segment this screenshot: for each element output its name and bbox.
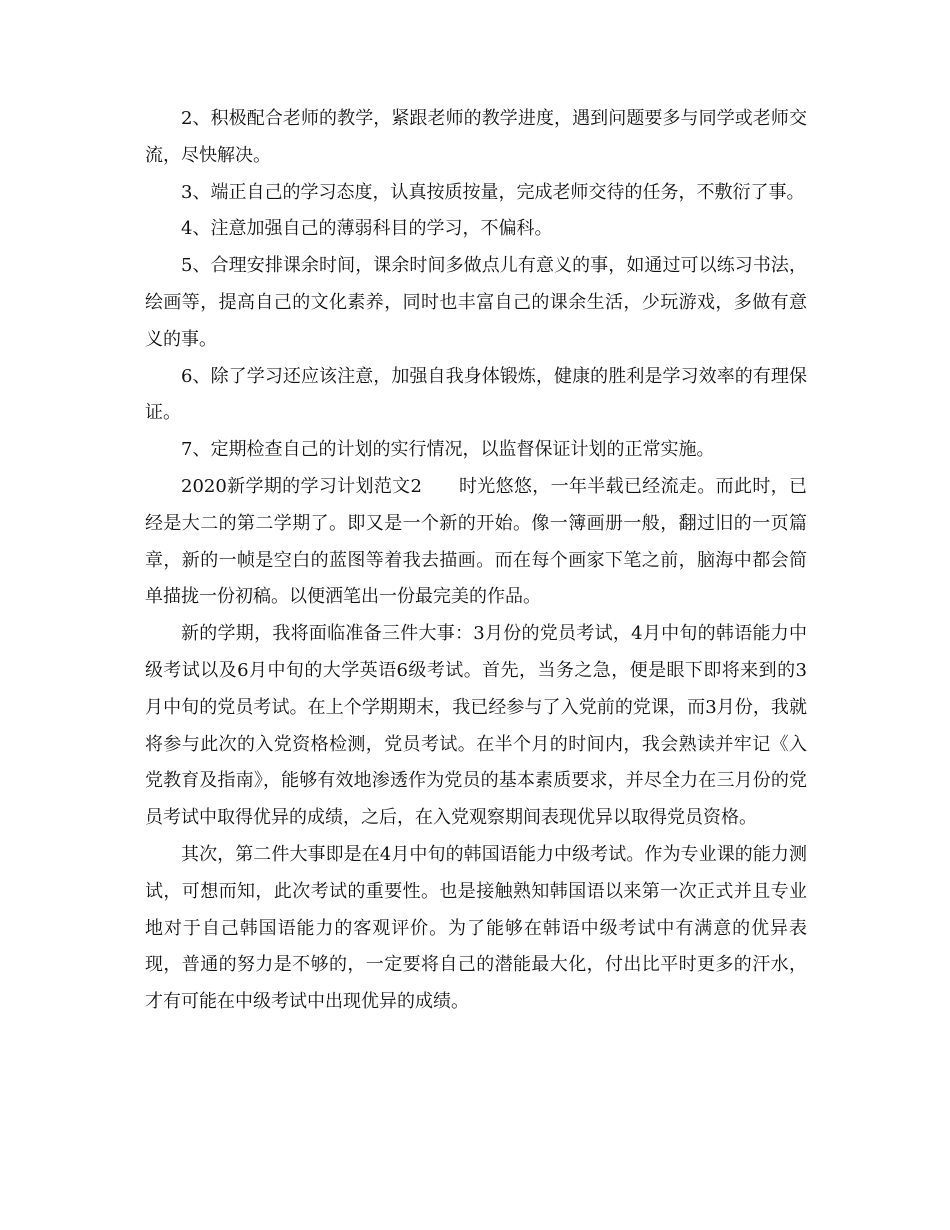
- paragraph-item-2: 2、积极配合老师的教学，紧跟老师的教学进度，遇到问题要多与同学或老师交流，尽快解决。: [145, 108, 807, 166]
- paragraph-item-3: 3、端正自己的学习态度，认真按质按量，完成老师交待的任务，不敷衍了事。: [181, 181, 805, 203]
- paragraph-new-semester: 新的学期，我将面临准备三件大事：3月份的党员考试，4月中旬的韩语能力中级考试以及6月中旬的大学英语6级考试。首先，当务之急，便是眼下即将来到的3月中旬的党员考试。在上个学期期末，我已经参与了入党前的党课，而3月份，我就将参与此次的入党资格检测，党员考试。在半个月的时间内，我会熟读并牢记《入党教育及指南》，能够有效地渗透作为党员的基本素质要求，并尽全力在三月份的党员考试中取得优异的成绩，之后，在入党观察期间表现优异以取得党员资格。: [145, 623, 807, 829]
- paragraph-sample-2-intro: 2020新学期的学习计划范文2 时光悠悠，一年半载已经流走。而此时，已经是大二的第二学期了。即又是一个新的开始。像一簿画册一般，翻过旧的一页篇章，新的一帧是空白的蓝图等着我去描画。而在每个画家下笔之前，脑海中都会简单描拢一份初稿。以便洒笔出一份最完美的作品。: [145, 475, 807, 608]
- paragraph-item-4: 4、注意加强自己的薄弱科目的学习，不偏科。: [181, 218, 553, 240]
- paragraph-second-event: 其次，第二件大事即是在4月中旬的韩国语能力中级考试。作为专业课的能力测试，可想而知，此次考试的重要性。也是接触熟知韩国语以来第一次正式并且专业地对于自己韩国语能力的客观评价。为了能够在韩语中级考试中有满意的优异表现，普通的努力是不够的，一定要将自己的潜能最大化，付出比平时更多的汗水，才有可能在中级考试中出现优异的成绩。: [145, 843, 807, 1013]
- paragraph-item-7: 7、定期检查自己的计划的实行情况，以监督保证计划的正常实施。: [181, 439, 715, 461]
- document-body: [145, 101, 807, 1021]
- paragraph-item-6: 6、除了学习还应该注意，加强自我身体锻炼，健康的胜利是学习效率的有理保证。: [145, 365, 807, 424]
- paragraph-item-5: 5、合理安排课余时间，课余时间多做点儿有意义的事，如通过可以练习书法，绘画等，提高自己的文化素养，同时也丰富自己的课余生活，少玩游戏，多做有意义的事。: [145, 255, 807, 350]
